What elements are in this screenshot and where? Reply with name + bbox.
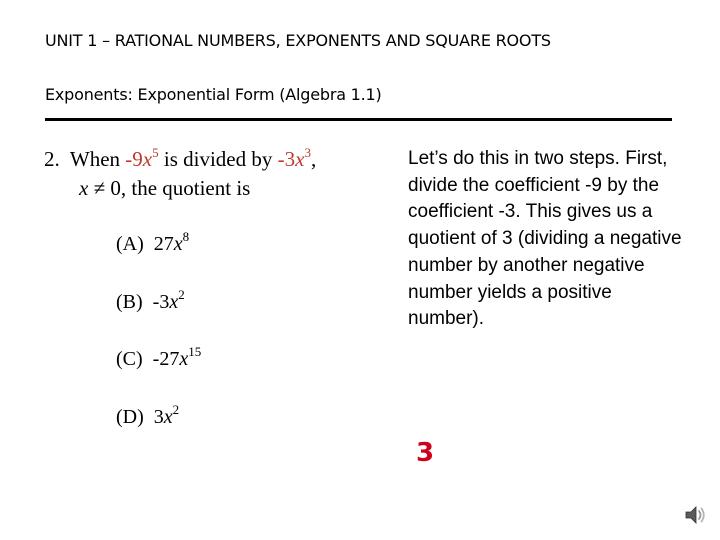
option-d[interactable]: (D) $3x^2$ (116, 402, 180, 428)
condition-var: x (79, 176, 89, 200)
dividend: $-9x^5$ (125, 145, 159, 171)
divider-line (45, 118, 672, 121)
divisor: $-3x^3$ (277, 145, 311, 171)
answer-value: 3 (416, 438, 435, 468)
question-number: 2. (44, 147, 60, 171)
question-line-1: 2. When $-9x^5$ is divided by $-3x^3$, (44, 145, 317, 171)
question-text-divided: is divided by (163, 147, 273, 171)
question-text: When (69, 147, 121, 171)
option-c[interactable]: (C) $-27x^{15}$ (116, 344, 202, 370)
condition-text: ≠ 0, the quotient is (93, 176, 251, 200)
option-b[interactable]: (B) $-3x^2$ (116, 287, 185, 313)
lesson-subtitle: Exponents: Exponential Form (Algebra 1.1) (45, 85, 382, 104)
option-a[interactable]: (A) $27x^8$ (116, 229, 190, 255)
speaker-icon[interactable] (683, 503, 707, 527)
question-line-2 (79, 176, 250, 201)
unit-title: UNIT 1 – RATIONAL NUMBERS, EXPONENTS AND SQUARE ROOTS (45, 31, 551, 50)
explanation-text: Let’s do this in two steps. First, divide the coefficient -9 by the coefficient -3. This gives us a quotient of 3 (dividing a negative number by another negative number yields a positive number). (408, 148, 682, 330)
